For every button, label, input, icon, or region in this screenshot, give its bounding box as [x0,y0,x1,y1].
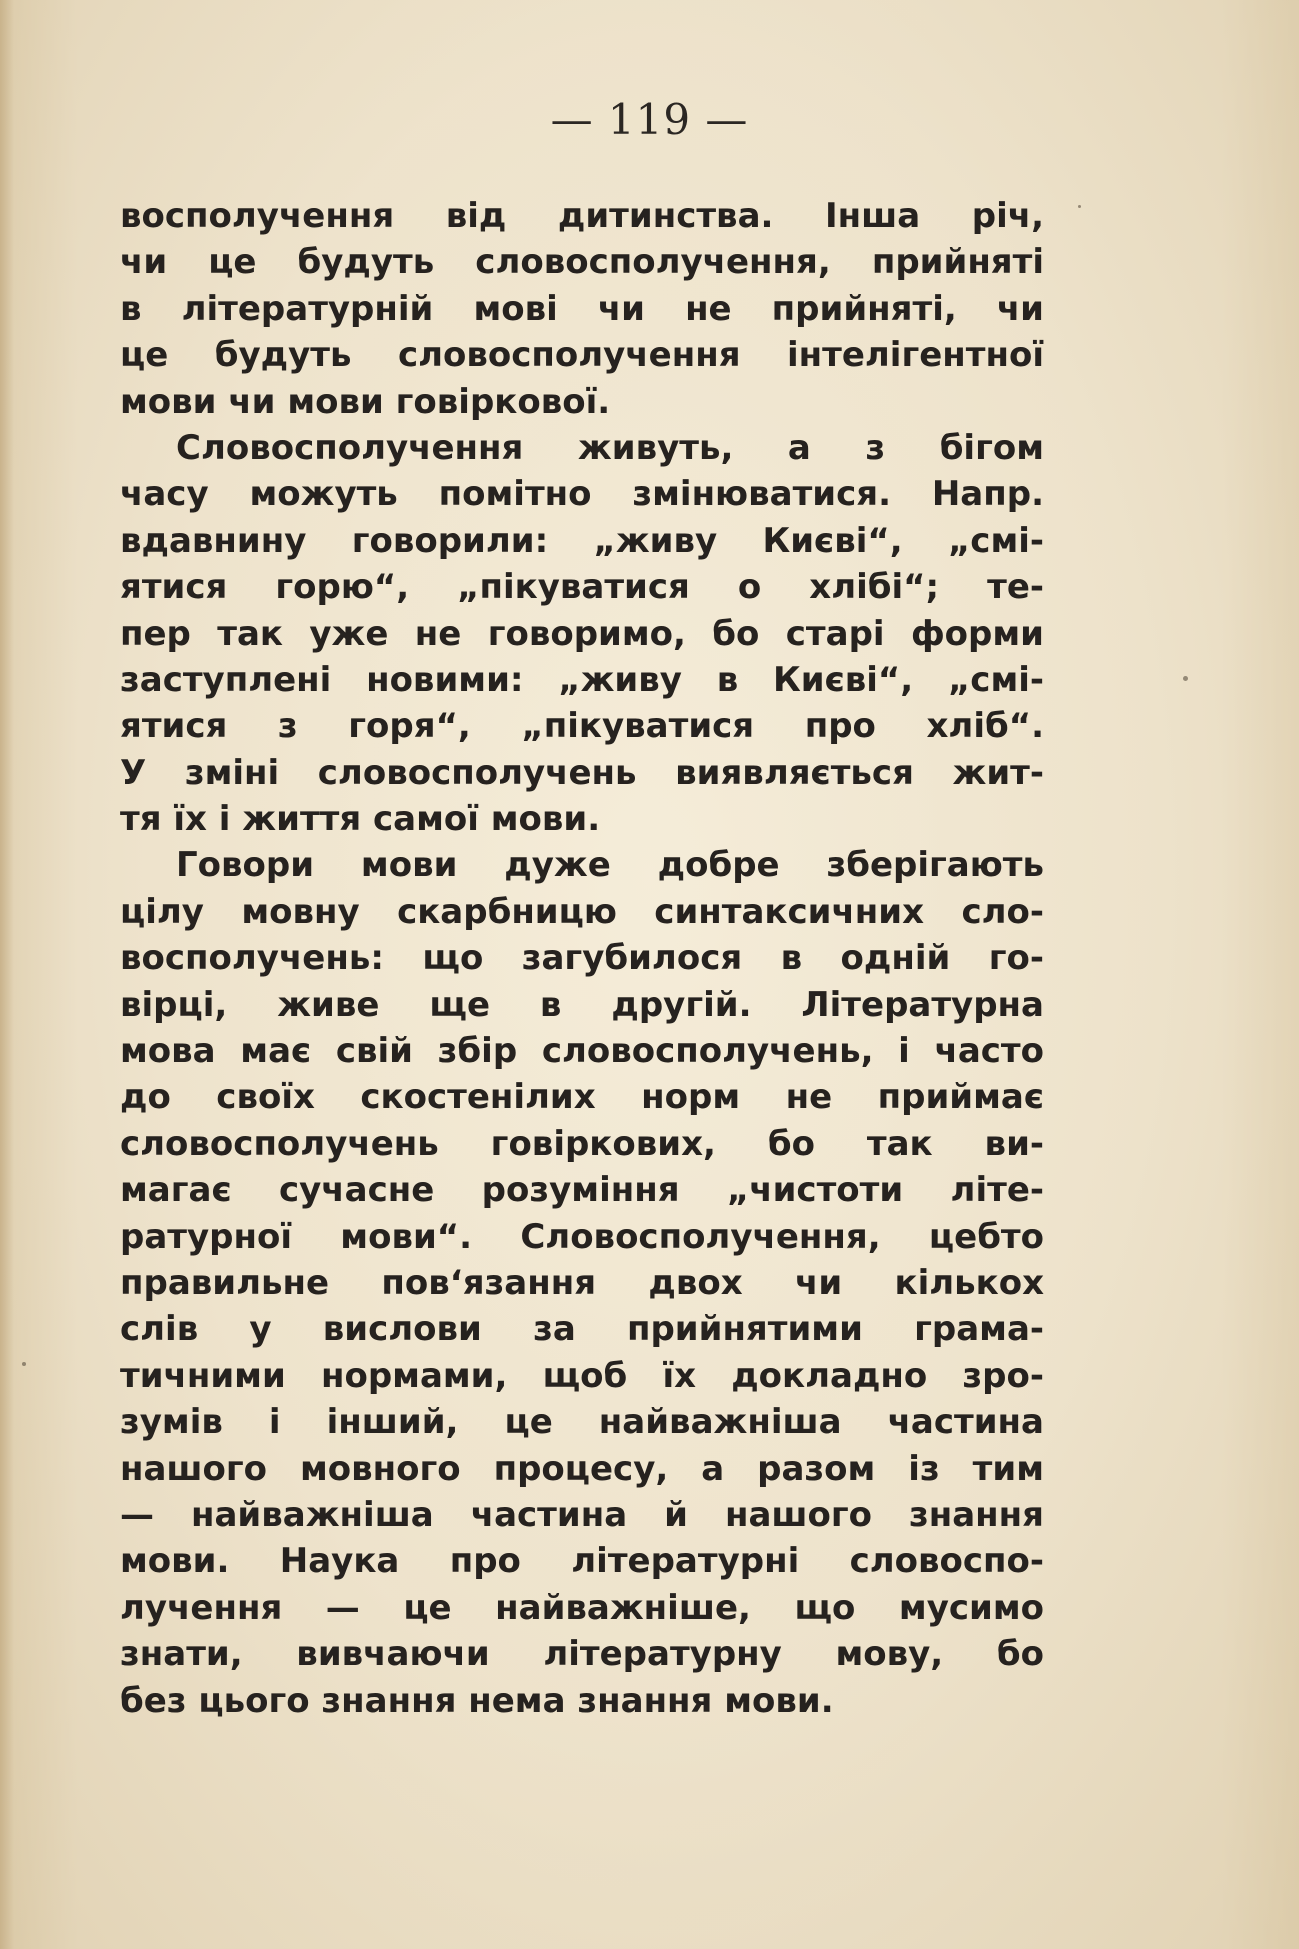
text-line: восполучень: що загубилося в одній го- [120,938,1044,979]
text-line: ятися з горя“, „пікуватися про хліб“. [120,706,1044,747]
text-line: вірці, живе ще в другій. Літературна [120,984,1044,1025]
text-line: лучення — це найважніше, що мусимо [120,1587,1044,1628]
text-line: восполучення від дитинства. Інша річ, [120,196,1044,236]
text-line: до своїх скостенілих норм не приймає [120,1077,1044,1118]
text-line: без цього знання нема знання мови. [120,1680,834,1721]
text-line: вдавнину говорили: „живу Києві“, „смі- [120,520,1044,561]
text-line: мова має свій збір словосполучень, і часто [120,1031,1044,1072]
paper-speck [1183,676,1188,681]
text-line: чи це будуть словосполучення, прийняті [120,242,1044,283]
text-line: зумів і інший, це найважніша частина [120,1402,1044,1443]
text-line: слів у вислови за прийнятими грама- [120,1309,1044,1350]
text-line: заступлені новими: „живу в Києві“, „смі- [120,659,1044,700]
paper-speck [22,1362,26,1366]
text-line: Говори мови дуже добре зберігають [176,845,1044,886]
text-line: правильне пов‘язання двох чи кількох [120,1262,1044,1303]
text-line: нашого мовного процесу, а разом із тим [120,1448,1044,1489]
text-line: пер так уже не говоримо, бо старі форми [120,613,1044,654]
text-line: Словосполучення живуть, а з бігом [176,427,1044,468]
text-line: ятися горю“, „пікуватися о хлібі“; те- [120,567,1044,608]
text-line: мови чи мови говіркової. [120,381,611,422]
body-text [120,193,1044,1724]
text-line: цілу мовну скарбницю синтаксичних сло- [120,891,1044,932]
text-line: словосполучень говіркових, бо так ви- [120,1123,1044,1164]
text-line: тичними нормами, щоб їх докладно зро- [120,1355,1044,1396]
text-line: мови. Наука про літературні словоспо- [120,1541,1044,1582]
text-line: часу можуть помітно змінюватися. Напр. [120,474,1044,515]
page-edge-shadow [0,0,14,1949]
text-line: ратурної мови“. Словосполучення, цебто [120,1216,1044,1257]
text-line: тя їх і життя самої мови. [120,799,601,840]
paragraph-3 [120,842,1044,1723]
text-line: — найважніша частина й нашого знання [120,1494,1044,1535]
text-line: це будуть словосполучення інтелігентної [120,335,1044,376]
text-line: У зміні словосполучень виявляється жит- [120,752,1044,793]
text-line: магає сучасне розуміння „чистоти літе- [120,1170,1044,1211]
page-number: — 119 — [550,95,749,144]
text-line: знати, вивчаючи літературну мову, бо [120,1634,1044,1675]
paragraph-1 [120,193,1044,425]
paragraph-2 [120,425,1044,843]
text-line: в літературній мові чи не прийняті, чи [120,288,1044,329]
paper-speck [1078,205,1081,208]
